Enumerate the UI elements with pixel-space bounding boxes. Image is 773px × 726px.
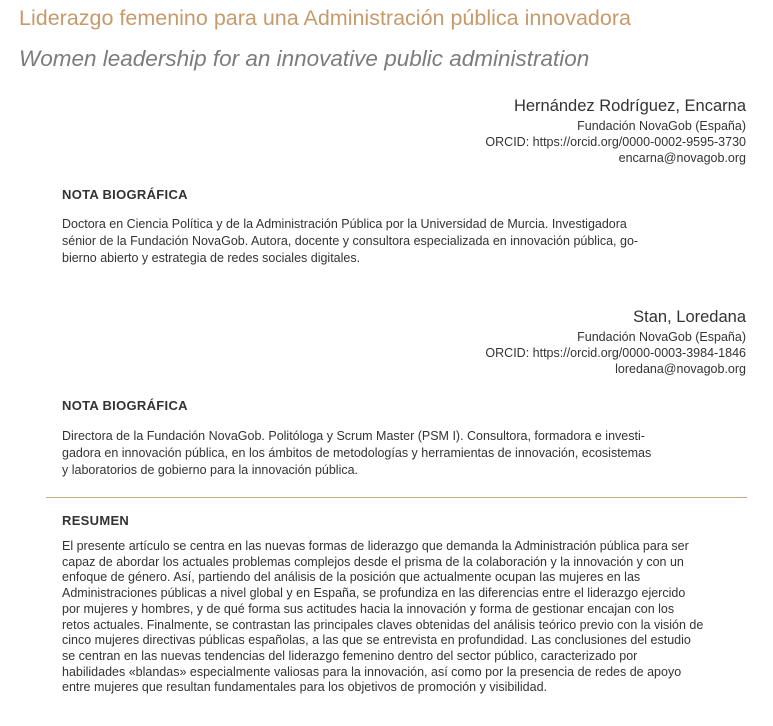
bio-line: y laboratorios de gobierno para la innovación pública. — [62, 463, 359, 477]
bio-heading: NOTA BIOGRÁFICA — [62, 398, 188, 413]
author-name: Hernández Rodríguez, Encarna — [513, 97, 746, 115]
bio-line: Doctora en Ciencia Política y de la Administración Pública por la Universidad de Murcia. Investigadora — [62, 217, 627, 231]
bio-heading: NOTA BIOGRÁFICA — [62, 187, 188, 202]
author-affiliation: Fundación NovaGob (España) — [577, 330, 746, 344]
bio-text — [62, 216, 704, 267]
author-orcid: ORCID: https://orcid.org/0000-0002-9595-3730 — [485, 135, 746, 149]
author-email: encarna@novagob.org — [618, 151, 746, 165]
section-divider — [46, 497, 747, 498]
author-affiliation: Fundación NovaGob (España) — [577, 119, 746, 133]
bio-text — [62, 428, 704, 479]
bio-line: sénior de la Fundación NovaGob. Autora, docente y consultora especializada en innovación pública, go- — [62, 234, 639, 248]
author-orcid: ORCID: https://orcid.org/0000-0003-3984-1846 — [485, 346, 746, 360]
author-block — [485, 96, 746, 166]
bio-line: gadora en innovación pública, en los ámbitos de metodologías y herramientas de innovación, ecosistemas — [62, 446, 652, 460]
title-english: Women leadership for an innovative public administration — [19, 46, 590, 71]
author-email: loredana@novagob.org — [615, 362, 746, 376]
author-block — [485, 307, 746, 377]
abstract-text: El presente artículo se centra en las nuevas formas de liderazgo que demanda la Administración pública para ser capaz de abordar los actuales problemas complejos desde el prisma de la colaboración y la innovación y con un enfoque de género. Así, partiendo del análisis de la posición que actualmente ocupan las mujeres en las Administraciones públicas a nivel global y en España, se profundiza en las diferencias entre el liderazgo ejercido por mujeres y hombres, y de qué forma sus actitudes hacia la innovación y forma de gestionar encajan con los retos actuales. Finalmente, se contrastan las principales claves obtenidas del análisis teórico previo con la visión de cinco mujeres directivas públicas españolas, a las que se entrevista en profundidad. Las conclusiones del estudio se centran en las nuevas tendencias del liderazgo femenino dentro del sector público, caracterizado por habilidades «blandas» especialmente valiosas para la innovación, así como por la presencia de redes de apoyo entre mujeres que resultan fundamentales para los objetivos de promoción y visibilidad. — [62, 539, 704, 695]
title-spanish: Liderazgo femenino para una Administración pública innovadora — [19, 6, 631, 30]
abstract-heading: RESUMEN — [62, 513, 130, 528]
bio-line: bierno abierto y estrategia de redes sociales digitales. — [62, 251, 361, 265]
bio-line: Directora de la Fundación NovaGob. Politóloga y Scrum Master (PSM I). Consultora, formadora e investi- — [62, 429, 645, 443]
author-name: Stan, Loredana — [633, 308, 746, 326]
